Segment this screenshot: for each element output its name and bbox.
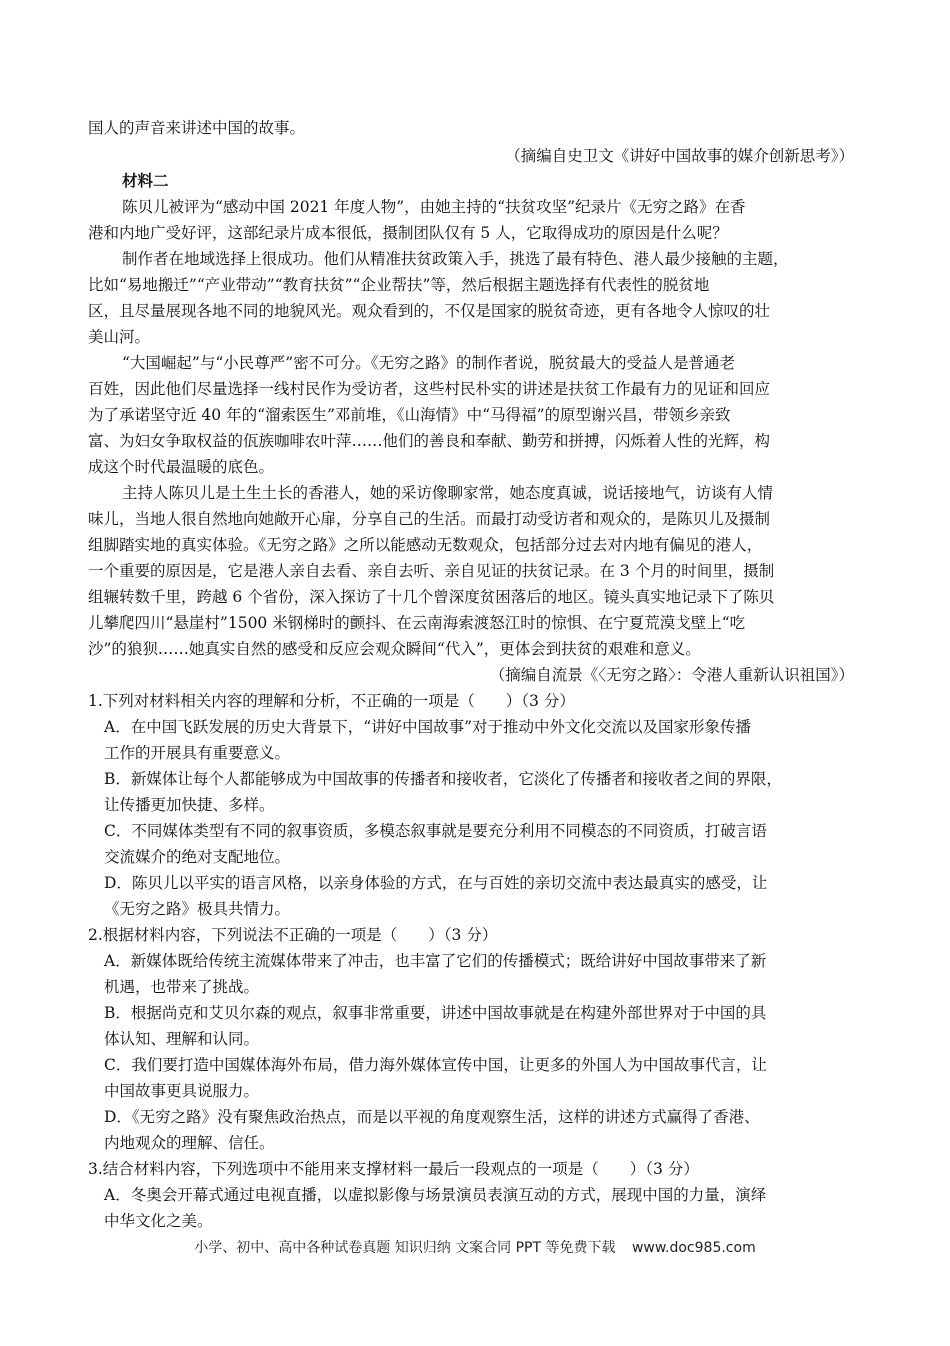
paragraph-line: 富、为妇女争取权益的佤族咖啡农叶萍……他们的善良和奉献、勤劳和拼搏，闪烁着人性的光辉，构 xyxy=(88,432,771,450)
paragraph-line: 为了承诺坚守近 40 年的“溜索医生”邓前堆，《山海情》中“马得福”的原型谢兴昌，带领乡亲致 xyxy=(88,406,731,424)
question-stem: 2.根据材料内容，下列说法不正确的一项是（ ）（3 分） xyxy=(88,926,498,944)
question-stem: 3.结合材料内容，下列选项中不能用来支撑材料一最后一段观点的一项是（ ）（3 分） xyxy=(88,1160,699,1178)
footer-text: 小学、初中、高中各种试卷真题 知识归纳 文案合同 PPT 等免费下载 xyxy=(194,1240,616,1256)
option-line: 内地观众的理解、信任。 xyxy=(104,1134,275,1152)
option-line: C．我们要打造中国媒体海外布局，借力海外媒体宣传中国，让更多的外国人为中国故事代言，让 xyxy=(104,1056,767,1074)
option-line: 让传播更加快捷、多样。 xyxy=(104,796,275,814)
paragraph-line: 沙”的狼狈……她真实自然的感受和反应会观众瞬间“代入”，更体会到扶贫的艰难和意义。 xyxy=(88,640,701,658)
option-line: 工作的开展具有重要意义。 xyxy=(104,744,291,762)
page-footer xyxy=(0,1237,950,1257)
option-line: D．陈贝儿以平实的语言风格，以亲身体验的方式，在与百姓的亲切交流中表达最真实的感受，让 xyxy=(104,874,768,892)
option-line: A．新媒体既给传统主流媒体带来了冲击，也丰富了它们的传播模式；既给讲好中国故事带来了新 xyxy=(104,952,767,970)
paragraph-line: 组脚踏实地的真实体验。《无穷之路》之所以能感动无数观众，包括部分过去对内地有偏见的港人， xyxy=(88,536,763,554)
paragraph-line: 儿攀爬四川“悬崖村”1500 米钢梯时的颤抖、在云南海索渡怒江时的惊惧、在宁夏荒漠戈壁上“吃 xyxy=(88,614,746,632)
option-line: 中国故事更具说服力。 xyxy=(104,1082,260,1100)
paragraph-line: 美山河。 xyxy=(88,328,151,346)
option-line: 《无穷之路》极具共情力。 xyxy=(104,900,291,918)
option-line: A．在中国飞跃发展的历史大背景下，“讲好中国故事”对于推动中外文化交流以及国家形象传播 xyxy=(104,718,752,736)
source-citation-1: （摘编自史卫文《讲好中国故事的媒介创新思考》） xyxy=(505,147,854,165)
paragraph-line: 比如“易地搬迁”“产业带动”“教育扶贫”“企业帮扶”等，然后根据主题选择有代表性的脱贫地 xyxy=(88,276,710,294)
source-citation-2: （摘编自流景《〈无穷之路〉：令港人重新认识祖国》） xyxy=(489,666,854,684)
option-line: D．《无穷之路》没有聚焦政治热点，而是以平视的角度观察生活，这样的讲述方式赢得了香港、 xyxy=(104,1108,760,1126)
intro-line: 国人的声音来讲述中国的故事。 xyxy=(88,119,306,137)
paragraph-line: “大国崛起”与“小民尊严”密不可分。《无穷之路》的制作者说，脱贫最大的受益人是普通老 xyxy=(122,354,735,372)
paragraph-line: 味儿，当地人很自然地向她敞开心扉，分享自己的生活。而最打动受访者和观众的，是陈贝儿及摄制 xyxy=(88,510,771,528)
option-line: B．新媒体让每个人都能够成为中国故事的传播者和接收者，它淡化了传播者和接收者之间的界限， xyxy=(104,770,782,788)
question-stem: 1.下列对材料相关内容的理解和分析，不正确的一项是（ ）（3 分） xyxy=(88,692,575,710)
option-line: 机遇，也带来了挑战。 xyxy=(104,978,260,996)
paragraph-line: 制作者在地域选择上很成功。他们从精准扶贫政策入手，挑选了最有特色、港人最少接触的主题， xyxy=(122,250,789,268)
paragraph-line: 组辗转数千里，跨越 6 个省份，深入探访了十几个曾深度贫困落后的地区。镜头真实地记录下了陈贝 xyxy=(88,588,775,606)
option-line: C．不同媒体类型有不同的叙事资质，多模态叙事就是要充分利用不同模态的不同资质，打破言语 xyxy=(104,822,767,840)
paragraph-line: 区，且尽量展现各地不同的地貌风光。观众看到的，不仅是国家的脱贫奇迹，更有各地令人惊叹的壮 xyxy=(88,302,771,320)
option-line: A．冬奥会开幕式通过电视直播，以虚拟影像与场景演员表演互动的方式，展现中国的力量，演绎 xyxy=(104,1186,767,1204)
footer-link[interactable]: www.doc985.com xyxy=(631,1240,756,1256)
paragraph-line: 陈贝儿被评为“感动中国 2021 年度人物”，由她主持的“扶贫攻坚”纪录片《无穷之路》在香 xyxy=(122,198,746,216)
option-line: 中华文化之美。 xyxy=(104,1212,213,1230)
paragraph-line: 港和内地广受好评，这部纪录片成本很低，摄制团队仅有 5 人，它取得成功的原因是什么呢？ xyxy=(88,224,728,242)
paragraph-line: 百姓，因此他们尽量选择一线村民作为受访者，这些村民朴实的讲述是扶贫工作最有力的见证和回应 xyxy=(88,380,771,398)
material-heading: 材料二 xyxy=(122,171,169,190)
paragraph-line: 成这个时代最温暖的底色。 xyxy=(88,458,275,476)
option-line: B．根据尚克和艾贝尔森的观点，叙事非常重要，讲述中国故事就是在构建外部世界对于中国的具 xyxy=(104,1004,767,1022)
paragraph-line: 主持人陈贝儿是土生土长的香港人，她的采访像聊家常，她态度真诚，说话接地气，访谈有人情 xyxy=(122,484,774,502)
option-line: 交流媒介的绝对支配地位。 xyxy=(104,848,291,866)
option-line: 体认知、理解和认同。 xyxy=(104,1030,260,1048)
paragraph-line: 一个重要的原因是，它是港人亲自去看、亲自去听、亲自见证的扶贫记录。在 3 个月的时间里，摄制 xyxy=(88,562,775,580)
